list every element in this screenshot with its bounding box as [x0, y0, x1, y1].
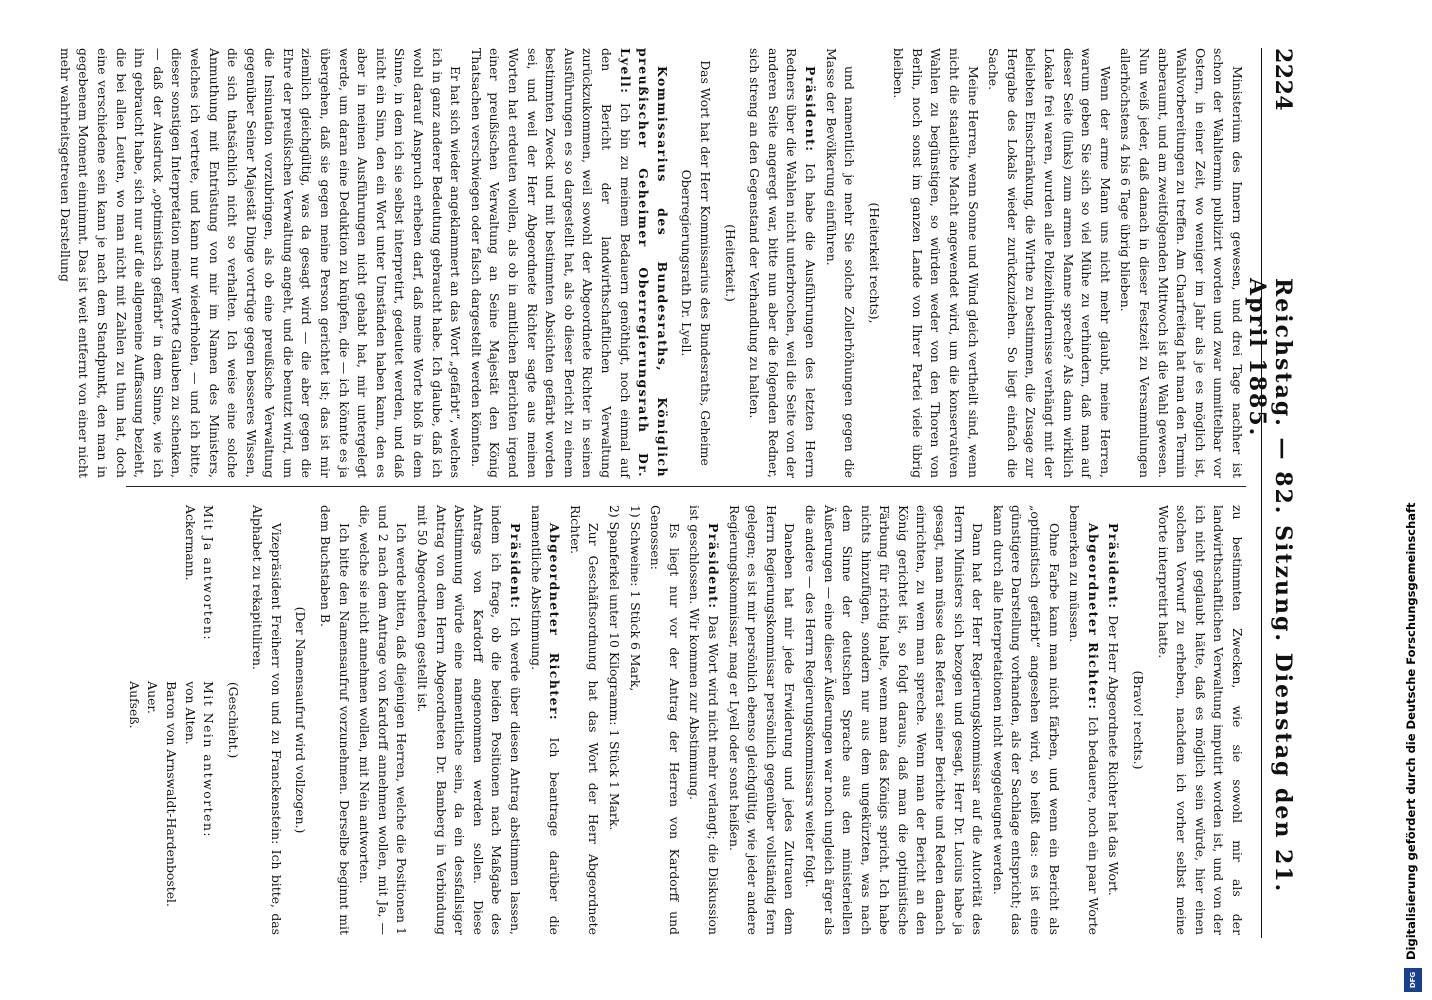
member-name: Auer.	[145, 681, 161, 714]
stage-direction	[677, 48, 714, 478]
paragraph	[685, 505, 722, 935]
paragraph-text: und namentlich je mehr Sie solche Zollerhöhungen gegen die Masse der Bevölkerung einführen.	[823, 48, 858, 478]
running-title: Reichstag. — 82. Sitzung. Dienstag den 21. April 1885.	[1244, 278, 1296, 894]
paragraph-text: (Heiterkeit.)	[722, 224, 738, 302]
stage-direction	[223, 505, 242, 935]
paragraph	[565, 505, 602, 935]
paragraph	[412, 505, 524, 935]
paragraph-text: Ich bedauere, noch ein paar Worte bemerken zu müssen.	[1067, 505, 1101, 936]
dfg-logo-text: DFG	[1409, 971, 1417, 989]
tariff-item: 1) Schweine: 1 Stück 6 Mark,	[627, 505, 643, 692]
speaker-name: Präsident:	[705, 523, 721, 616]
member-name: von Alten.	[182, 681, 198, 745]
vote-heading: Mit Ja antworten:	[201, 505, 217, 642]
paragraph	[1104, 505, 1123, 935]
paragraph-text: Das Wort hat der Herr Kommissarius des Bundesraths, Geheime Oberregierungsrath Dr. Lyell.	[679, 60, 713, 466]
paragraph-text: Ohne Farbe kann man nicht färben, und wenn ein Bericht als „optimistisch gefärbt“ angesehen wird, so heißt das: es ist eine günstigere Darstellung vorhanden, als der Sachlage entspricht; das kann durch alle Interpretationen nicht weggeleugnet werden.	[990, 505, 1062, 935]
text-column-right	[126, 505, 1246, 935]
speaker-name: Präsident:	[1106, 523, 1122, 616]
paragraph-text: Dann hat der Herr Regierungskommissar auf die Autorität des Herrn Ministers sich bezogen und gesagt, Herr Dr. Lucius habe ja gesagt, man müsse das Referat seiner Berichte und Reden danach einrichten, zu wem man spreche. Wenn man der Bericht an den König gerichtet ist, so folgt daraus, daß man die optimistische Färbung für richtig halte, wenn man das Königs spricht. Ich habe nichts hinzufügen, sondern nur aus dem ungekürzten, was nach dem Sinne der deutschen Sprache aus den ministeriellen Äußerungen — eine dieser Äußerungen war noch ungleich ärger als die andere — des Herrn Regierungskommissars weiter folgt.	[802, 505, 986, 935]
paragraph-text: Ministerium des Innern gewesen, und drei Tage nachher ist schon der Wahltermin publizirt worden und zwar unmittelbar vor Ostern, in einer Zeit, wo weniger im Jahr als je es möglich ist, Wahlvorbereitungen zu treffen. Am Charfreitag hat man den Termin anberaumt, und am zweitfolgenden Mittwoch ist die Wahl gewesen. Nun weiß jeder, daß danach in dieser Festzeit zu Versammlungen allerhöchstens 4 bis 6 Tage übrig blieben.	[1118, 48, 1245, 478]
paragraph-text: Daneben hat mir jede Erwiderung und jedes Zutrauen dem Herrn Regierungskommissar persönlich gegenüber vollständig fern gelegen; es ist mir persönlich ebenso gleichgültig, wie jeder andere Regierungskommissar, mag er Lyell oder sonst heißen.	[726, 505, 798, 935]
paragraph-text: Er hat sich wieder angeklammert an das Wort „gefärbt“, welches ich in ganz anderer Bedeutung gebraucht habe. Ich glaube, daß ich wohl darauf Anspruch erheben darf, daß meine Worte bloß in dem Sinne, in dem ich sie selbst interpretirt, gedeutet werden, und daß nicht ein Sinn, den ein Wort unter Umständen haben kann, den es aber in meinen Ausführungen nicht gehabt hat, mir untergelegt werde, um daran eine Deduktion zu knüpfen, die — ich könnte es ja übergehen, daß sie gegen meine Person gerichtet ist; das ist mir ziemlich gleichgültig, was da gesagt wird — die aber gegen die Ehre der preußischen Verwaltung angeht, und die benutzt wird, um die Insinuation vorzubringen, als ob eine preußische Verwaltung gegenüber Seiner Majestät Dinge vortrüge gegen besseres Wissen, die sich thatsächlich nicht so verhalten. Ich weise eine solche Anmuthung mit Entrüstung von mir im Namen des Ministers, welches ich vertrete, und kann nur wiederholen, — und ich bitte, dieser sonstigen Interpretation meiner Worte Glauben zu schenken, — daß der Ausdruck „optimistisch gefärbt“ in dem Sinne, wie ich ihn gebraucht habe, sich nur auf die allgemeine Auffassung bezieht, die bei allen Leuten, wo man nicht mit Zahlen zu thun hat, doch eine verschiedene sein kann je nach dem Standpunkt, den man in gegebenem Moment einnimmt. Das ist weit entfernt von einer nicht mehr wahrheitsgetreuen Darstellung	[57, 48, 464, 478]
member-name: Ackermann.	[182, 505, 198, 581]
paragraph	[988, 505, 1062, 935]
paragraph-text: (Heiterkeit rechts),	[866, 202, 882, 324]
paragraph-text: Ich werde über diesen Antrag abstimmen lassen, indem ich frage, ob die beiden Positionen nach Maßgabe des Antrags von Kardorff angenommen werden sollen. Diese Abstimmung würde eine namentliche sein, da ein dessfallsiger Antrag von dem Herrn Abgeordneten Dr. Bamberg in Verbindung mit 50 Abgeordneten gestellt ist.	[415, 505, 524, 935]
stage-direction	[1128, 505, 1147, 935]
paragraph	[1153, 505, 1246, 935]
paragraph	[355, 505, 411, 935]
stage-direction	[720, 48, 739, 478]
dfg-logo	[1404, 968, 1422, 992]
paragraph	[821, 48, 858, 478]
paragraph-text: (Der Namensaufruf wird vollzogen.)	[293, 606, 309, 834]
speaker-name: Abgeordneter Richter:	[1085, 523, 1101, 717]
yes-voters	[124, 505, 217, 641]
stage-direction	[864, 48, 883, 478]
paragraph-text: Ich werde bitten, daß diejenigen Herren, welche die Positionen 1 und 2 nach dem Antrage von Kardorff annehmen wollen, mit Ja, — die, welche sie nicht annehmen wollen, mit Nein antworten.	[357, 505, 410, 935]
page-number: 2224	[1270, 48, 1296, 112]
paragraph	[55, 48, 464, 478]
paragraph-text: zu bestimmten Zwecken, wie sie sowohl mir als der landwirthschaftlichen Verwaltung imputirt worden ist, und von der ich nicht geglaubt hätte, daß es möglich sein würde, hier einen solchen Vorwurf zu erheben, nachdem ich vorher selbst meine Worte interpretirt hatte.	[1155, 505, 1245, 935]
funding-credit: Digitalisierung gefördert durch die Deutsche Forschungsgemeinschaft	[1404, 502, 1418, 960]
speaker-name: Abgeordneter Richter:	[547, 523, 563, 738]
paragraph-text: Meine Herren, wenn Sonne und Wind gleich vertheilt sind, wenn nicht die staatliche Macht angewendet wird, um die konservativen Wahlen zu begünstigen, so würden weder von den Thoren von Berlin, noch sonst im ganzen Lande von Ihrer Partei viele übrig bleiben.	[891, 48, 981, 478]
paragraph-text: Ich habe die Ausführungen des letzten Herrn Redners über die Wahlen nicht unterbrochen, weil die Seite von der anderen Seite angeregt war, bitte nun aber die folgenden Redner, sich streng an den Gegenstand der Verhandlung zu halten.	[747, 48, 818, 478]
paragraph	[466, 48, 671, 478]
footer-credit	[1400, 40, 1424, 980]
no-voters	[124, 681, 217, 907]
member-name: Aufseß.	[126, 681, 142, 729]
paragraph-text: (Bravo! rechts.)	[1131, 670, 1147, 770]
paragraph	[248, 505, 285, 935]
paragraph-text: Zur Geschäftsordnung hat das Wort der Herr Abgeordnete Richter.	[567, 505, 602, 935]
paragraph	[800, 505, 986, 935]
scanned-page	[57, 0, 1330, 1000]
speaker-name: Präsident:	[802, 66, 818, 164]
paragraph-text: Der Herr Abgeordnete Richter hat das Wort.	[1106, 615, 1122, 896]
paragraph	[724, 505, 798, 935]
column-divider	[126, 486, 1246, 487]
paragraph-text: Ich bin zu meinem Bedauern genöthigt, noch einmal auf den Bericht der landwirthschaftlichen Verwaltung zurückzukommen, weil sowohl der Abgeordnete Richter in seinen Ausführungen es so dargestellt hat, als ob dieser Bericht zu einem bestimmten Zweck und mit bestimmten Absichten gefärbt worden sei, und weil der Herr Abgeordnete Richter sagte aus meinen Worten hat erdeuten wollen, als ob in amtlichen Berichten irgend einer preußischen Verwaltung an Seine Majestät den König Thatsachen verschwiegen oder falsch dargestellt werden könnten.	[468, 48, 633, 478]
speaker-name: Kommissarius des Bundesraths, Königlich preußischer Geheimer Oberregierungsrath Dr. Lyell:	[617, 48, 670, 478]
paragraph-text: Es liegt nur vor der Antrag der Herren von Kardorff und Genossen:	[648, 505, 682, 935]
paragraph-text: Ich bitte den Namensaufruf vorzunehmen. Derselbe beginnt mit dem Buchstaben B.	[318, 505, 352, 935]
paragraph	[889, 48, 982, 478]
paragraph-text: Vizepräsident Freiherr von und zu Franckenstein: Ich bitte, das Alphabet zu rekapituliren.	[250, 505, 284, 935]
paragraph	[1116, 48, 1246, 478]
tariff-item: 2) Spanferkel unter 10 Kilogramm: 1 Stück 1 Mark.	[607, 505, 622, 831]
paragraph	[526, 505, 563, 935]
paragraph-text: Wenn der arme Mann uns nicht mehr glaubt, meine Herren, warum geben Sie sich so viel Mühe zu verhindern, daß man auf dieser Seite (links) zum armen Manne spreche? Als dann wirklich Lokale frei waren, wurden alle Polizeihindernisse verhängt mit der beliebten Einschränkung, die Wirthe zu bestimmen, die Zusage zur Hergabe des Lokals wieder zurückzuziehen. So liegt einfach die Sache.	[986, 48, 1113, 478]
paragraph	[984, 48, 1114, 478]
roll-call-list	[124, 505, 217, 935]
member-name: Baron von Arnswaldt-Hardenbostel.	[163, 681, 179, 907]
paragraph-text: Ich beantrage darüber die namentliche Abstimmung.	[528, 505, 563, 936]
tariff-list	[604, 505, 643, 935]
paragraph	[316, 505, 353, 935]
speaker-name: Präsident:	[508, 523, 524, 617]
paragraph	[1065, 505, 1102, 935]
paragraph	[646, 505, 683, 935]
text-column-left	[57, 48, 1246, 478]
paragraph	[745, 48, 819, 478]
stage-direction	[291, 505, 310, 935]
vote-heading: Mit Nein antworten:	[201, 681, 217, 839]
paragraph-text: Das Wort wird nicht mehr verlangt; die Diskussion ist geschlossen. Wir kommen zur Abstimmung.	[687, 505, 721, 935]
page-header	[1244, 48, 1302, 938]
paragraph-text: (Geschieht.)	[225, 681, 241, 759]
